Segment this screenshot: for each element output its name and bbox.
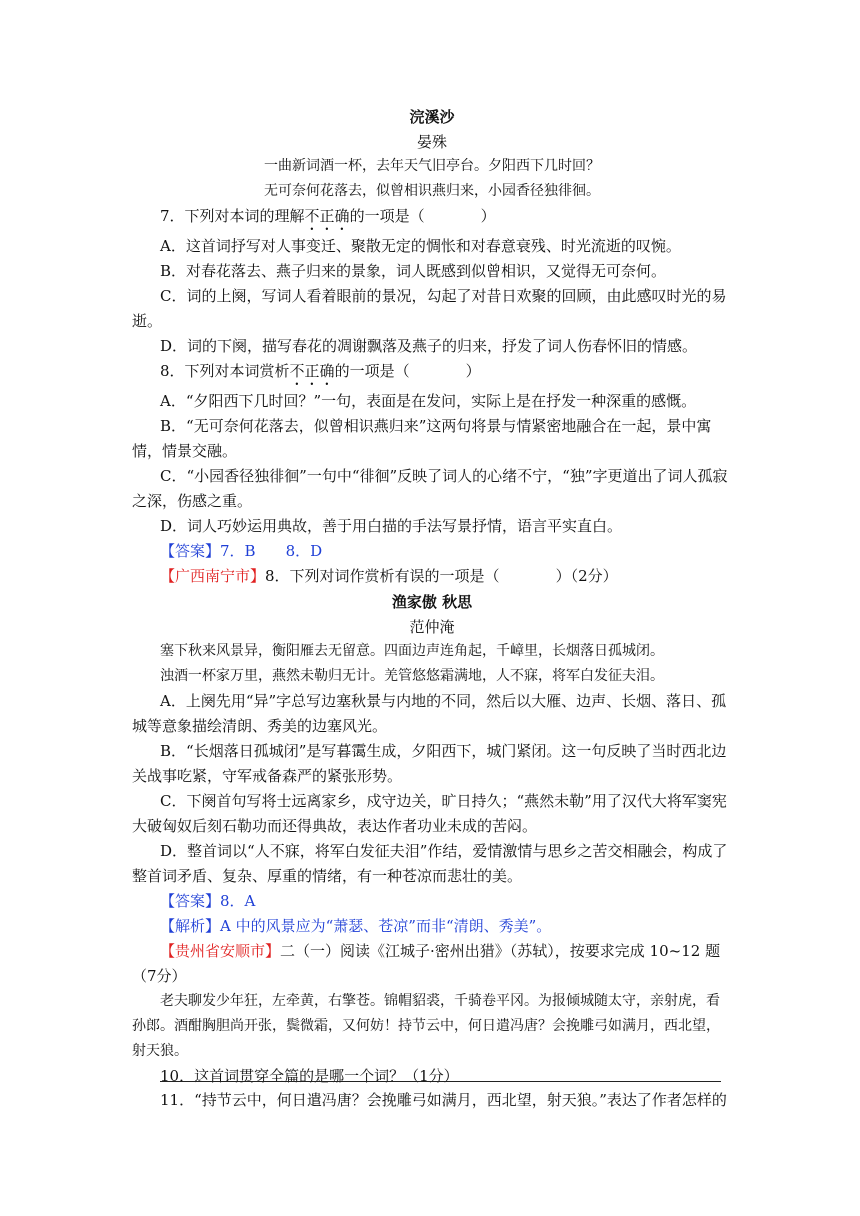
poem2-title: 渔家傲 秋思 — [391, 593, 473, 611]
question-nanning-stem: 【广西南宁市】8．下列对词作赏析有误的一项是（ ）（2分） — [160, 567, 618, 585]
answer-text: 7．B 8．D — [220, 542, 323, 560]
question-nanning-option: C．下阕首句写将士远离家乡，戍守边关，旷日持久；“燕然未勒”用了汉代大将军窦宪大破匈奴后刻石勒功而还得典故，表达作者功业未成的苦闷。 — [132, 792, 727, 835]
poem2-line: 塞下秋来风景异，衡阳雁去无留意。四面边声连角起，千嶂里，长烟落日孤城闭。 — [160, 643, 664, 659]
question-8-option: B．“无可奈何花落去，似曾相识燕归来”这两句将景与情紧密地融合在一起，景中寓情，情景交融。 — [132, 417, 712, 460]
question-7-option: D．词的下阕，描写春花的凋谢飘落及燕子的归来，抒发了词人伤春怀旧的情感。 — [160, 337, 698, 355]
question-7-option: B．对春花落去、燕子归来的景象，词人既感到似曾相识，又觉得无可奈何。 — [160, 262, 667, 280]
question-nanning-option: B．“长烟落日孤城闭”是写暮霭生成，夕阳西下，城门紧闭。这一句反映了当时西北边关战事吃紧，守军戒备森严的紧张形势。 — [132, 742, 727, 785]
answer-line-rule — [160, 1081, 721, 1082]
document-body — [132, 104, 732, 1089]
question-8-stem: 8．下列对本词赏析不正确的一项是（ ） — [160, 362, 481, 380]
question-7-option: C．词的上阕，写词人看着眼前的景况，勾起了对昔日欢聚的回顾，由此感叹时光的易逝。 — [132, 287, 727, 330]
answer-label: 【答案】 — [160, 892, 221, 910]
question-8-option: D．词人巧妙运用典故，善于用白描的手法写景抒情，语言平实直白。 — [160, 517, 623, 535]
source-tag: 【广西南宁市】 — [160, 567, 266, 585]
question-8-option: A．“夕阳西下几时回？”一句，表面是在发问，实际上是在抒发一种深重的感慨。 — [160, 392, 697, 410]
question-7-option: A．这首词抒写对人事变迁、聚散无定的惆怅和对春意衰残、时光流逝的叹惋。 — [160, 237, 681, 255]
emphasis-text: 不正确 — [289, 362, 335, 380]
answer-line — [132, 889, 732, 914]
poem1-line: 无可奈何花落去，似曾相识燕归来，小园香径独徘徊。 — [264, 183, 600, 199]
question-8-option: C．“小园香径独徘徊”一句中“徘徊”反映了词人的心绪不宁，“独”字更道出了词人孤寂之深，伤感之重。 — [132, 467, 728, 510]
question-nanning-option: A．上阕先用“异”字总写边塞秋景与内地的不同，然后以大雁、边声、长烟、落日、孤城等意象描绘清朗、秀美的边塞风光。 — [132, 692, 727, 735]
poem2-author: 范仲淹 — [409, 618, 455, 636]
poem1-title: 浣溪沙 — [409, 108, 455, 126]
poem3-text: 老夫聊发少年狂，左牵黄，右擎苍。锦帽貂裘，千骑卷平冈。为报倾城随太守，亲射虎，看孙郎。酒酣胸胆尚开张，鬓微霜，又何妨！持节云中，何日遣冯唐？会挽雕弓如满月，西北望，射天狼。 — [132, 993, 720, 1059]
answer-label: 【答案】 — [160, 542, 221, 560]
question-10: 10．这首词贯穿全篇的是哪一个词？（1分） — [160, 1067, 459, 1085]
analysis-line — [132, 914, 732, 939]
emphasis-text: 不正确 — [304, 207, 350, 225]
question-7-stem: 7．下列对本词的理解不正确的一项是（ ） — [160, 207, 496, 225]
source-tag: 【贵州省安顺市】 — [160, 942, 281, 960]
question-nanning-option: D．整首词以“人不寐，将军白发征夫泪”作结，爱情激情与思乡之苦交相融会，构成了整首词矛盾、复杂、厚重的情绪，有一种苍凉而悲壮的美。 — [132, 842, 728, 885]
poem1-author: 晏殊 — [416, 133, 447, 151]
answer-line — [132, 539, 732, 564]
poem2-line: 浊酒一杯家万里，燕然未勒归无计。羌管悠悠霜满地，人不寐，将军白发征夫泪。 — [160, 668, 664, 684]
question-anshun-stem: 【贵州省安顺市】二（一）阅读《江城子·密州出猎》（苏轼），按要求完成 10~12 题（7分） — [132, 942, 721, 985]
answer-text: 8．A — [220, 892, 256, 910]
question-11: 11．“持节云中，何日遣冯唐？会挽雕弓如满月，西北望，射天狼。”表达了作者怎样的 — [160, 1091, 727, 1109]
analysis-text: A 中的风景应为“萧瑟、苍凉”而非“清朗、秀美”。 — [220, 917, 552, 935]
poem1-line: 一曲新词酒一杯，去年天气旧亭台。夕阳西下几时回？ — [264, 158, 600, 174]
analysis-label: 【解析】 — [160, 917, 221, 935]
